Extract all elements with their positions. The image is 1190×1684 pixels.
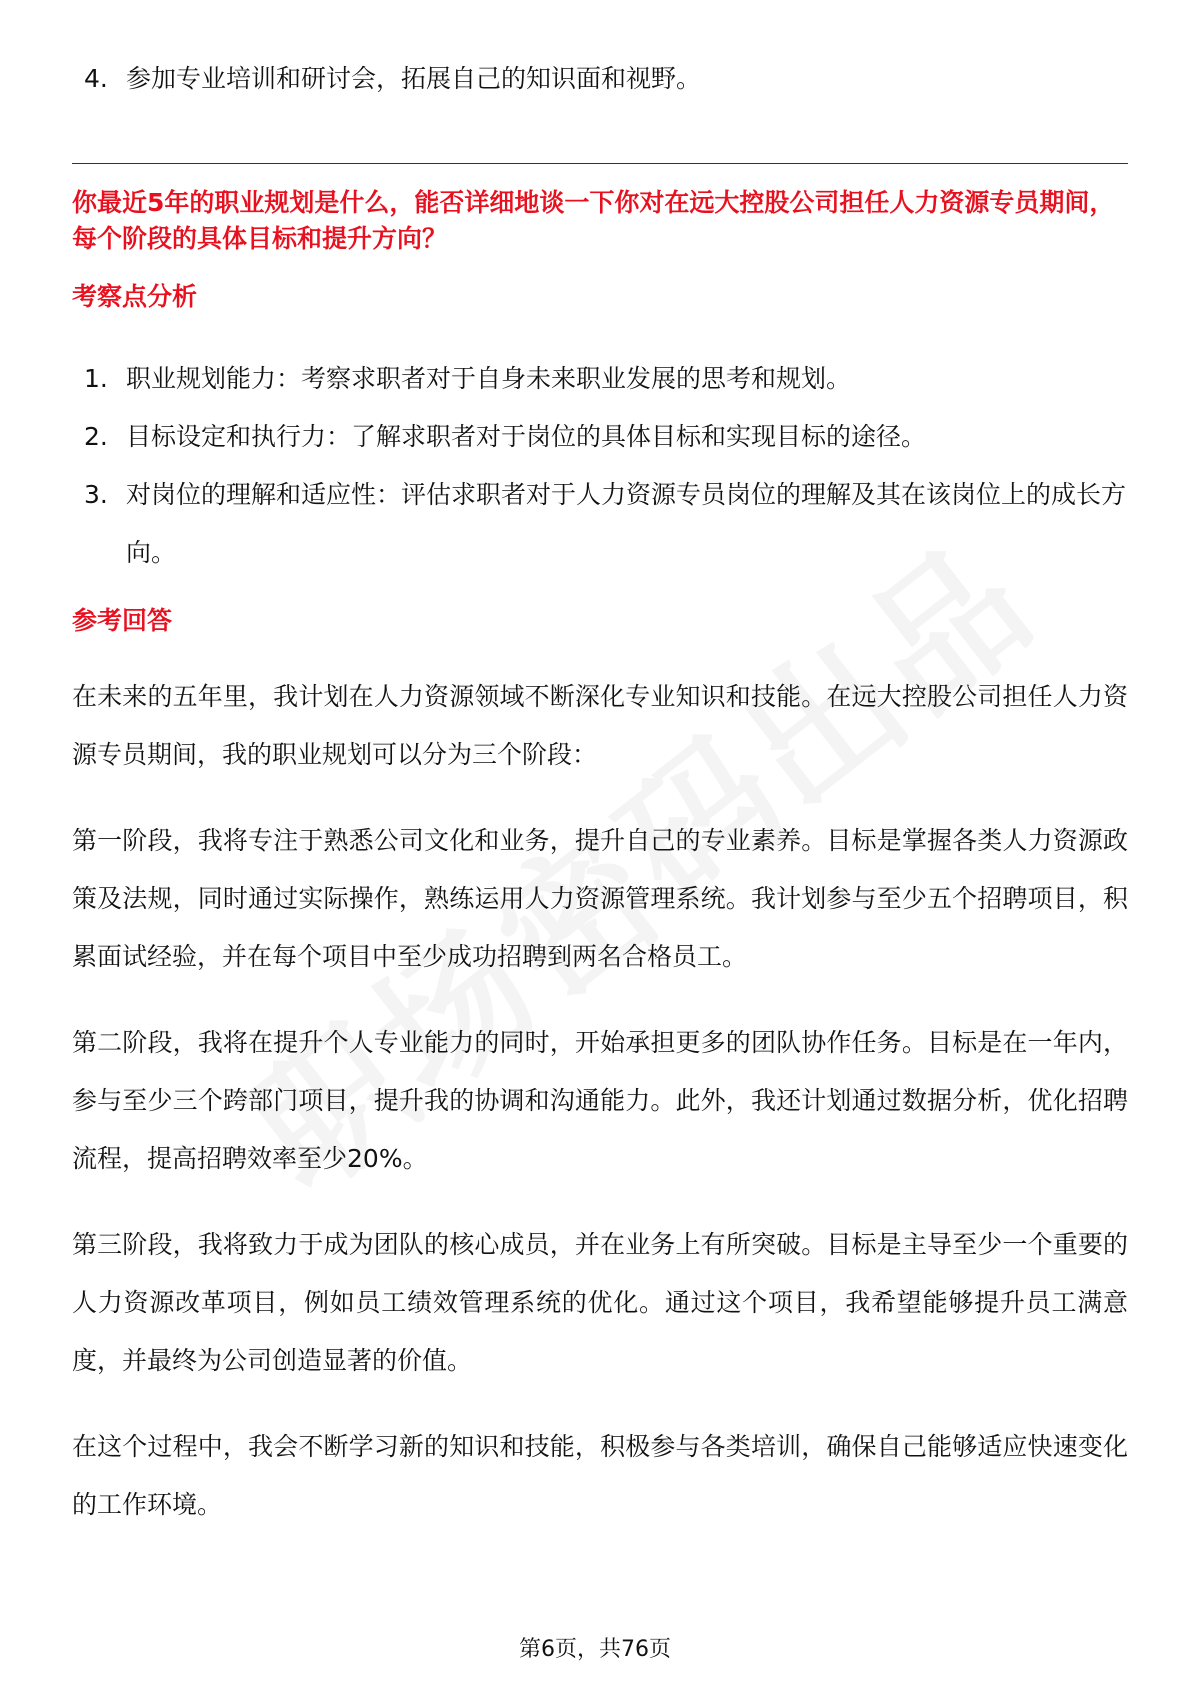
analysis-list [84, 350, 1128, 582]
analysis-heading: 考察点分析 [72, 282, 198, 311]
page-number: 第6页，共76页 [519, 1637, 671, 1662]
list-item-text: 参加专业培训和研讨会，拓展自己的知识面和视野。 [126, 64, 702, 93]
list-item-number: 1. [84, 364, 108, 393]
answer-paragraph: 第三阶段，我将致力于成为团队的核心成员，并在业务上有所突破。目标是主导至少一个重要的人力资源改革项目，例如员工绩效管理系统的优化。通过这个项目，我希望能够提升员工满意度，并最终为公司创造显著的价值。 [72, 1230, 1128, 1375]
carryover-list-item [84, 60, 1124, 98]
list-item-text: 职业规划能力：考察求职者对于自身未来职业发展的思考和规划。 [126, 364, 852, 393]
list-item [84, 408, 1128, 466]
interview-question: 你最近5年的职业规划是什么，能否详细地谈一下你对在远大控股公司担任人力资源专员期间，每个阶段的具体目标和提升方向？ [72, 188, 1115, 253]
list-item [84, 350, 1128, 408]
list-item-text: 对岗位的理解和适应性：评估求职者对于人力资源专员岗位的理解及其在该岗位上的成长方向。 [126, 480, 1127, 567]
answer-paragraph: 在未来的五年里，我计划在人力资源领域不断深化专业知识和技能。在远大控股公司担任人力资源专员期间，我的职业规划可以分为三个阶段： [72, 682, 1128, 769]
list-item [84, 466, 1128, 582]
section-divider [72, 163, 1128, 164]
list-item-text: 目标设定和执行力：了解求职者对于岗位的具体目标和实现目标的途径。 [126, 422, 927, 451]
list-item-number: 3. [84, 480, 108, 509]
answer-paragraph: 第二阶段，我将在提升个人专业能力的同时，开始承担更多的团队协作任务。目标是在一年内，参与至少三个跨部门项目，提升我的协调和沟通能力。此外，我还计划通过数据分析，优化招聘流程，提高招聘效率至少20%。 [72, 1028, 1128, 1173]
list-item-number: 4. [84, 64, 108, 93]
answer-paragraph: 第一阶段，我将专注于熟悉公司文化和业务，提升自己的专业素养。目标是掌握各类人力资源政策及法规，同时通过实际操作，熟练运用人力资源管理系统。我计划参与至少五个招聘项目，积累面试经验，并在每个项目中至少成功招聘到两名合格员工。 [72, 826, 1128, 971]
answer-heading: 参考回答 [72, 606, 173, 635]
answer-paragraph: 在这个过程中，我会不断学习新的知识和技能，积极参与各类培训，确保自己能够适应快速变化的工作环境。 [72, 1432, 1128, 1519]
list-item-number: 2. [84, 422, 108, 451]
reference-answer [72, 668, 1128, 1562]
